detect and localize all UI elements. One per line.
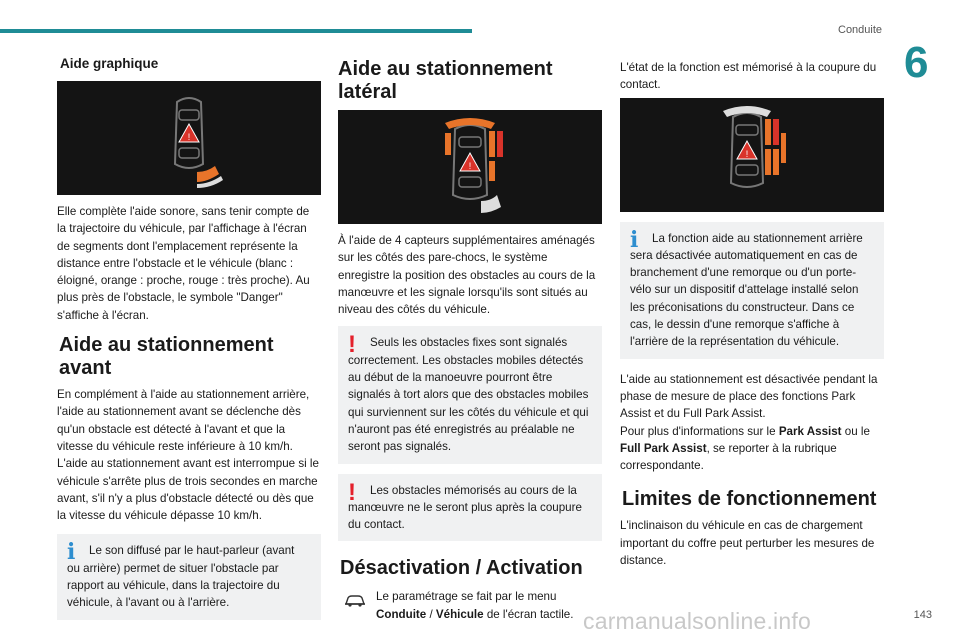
link-full-park-assist: Full Park Assist (620, 441, 707, 455)
menu-vehicule: Véhicule (435, 607, 484, 621)
more-info-text: Pour plus d'informations sur le Park Assist ou le Full Park Assist, se reporter à la rubrique correspondante. (620, 424, 870, 473)
warning-icon: ! (348, 478, 356, 506)
heading-lateral-parking: Aide au stationnement latéral (338, 58, 553, 103)
warning-box-fixed-obstacles (338, 326, 602, 463)
memo-text: L'état de la fonction est mémorisé à la coupure du contact. (620, 61, 877, 92)
watermark: carmanualsonline.info (583, 608, 811, 634)
limits-text: L'inclinaison du véhicule en cas de chargement important du coffre peut perturber les mesures de distance. (620, 519, 875, 568)
car-settings-icon (344, 594, 366, 608)
info-box-trailer (620, 222, 884, 359)
heading-graphic-aid: Aide graphique (60, 56, 159, 71)
chapter-number: 6 (904, 38, 929, 87)
graphic-aid-text: Elle complète l'aide sonore, sans tenir compte de la trajectoire du véhicule, par l'affichage à l'écran de segments dont l'emplacement représente la distance entre l'obstacle et le véhicule (blanc : éloigné, orange : proche, rouge : très proche). Au plus près de l'obstacle, le symbole "Danger" s'affiche à l'écran. (57, 205, 310, 322)
warning-box-memorised (338, 474, 602, 542)
info-rest: ou arrière) permet de situer l'obstacle par rapport au véhicule, dans la trajectoire du véhicule, à l'avant ou à l'arrière. (67, 561, 280, 610)
deactivation-text: L'aide au stationnement est désactivée pendant la phase de mesure de place des fonctions Park Assist et du Full Park Assist. (620, 372, 878, 421)
info-rest: sera désactivée automatiquement en cas de branchement d'une remorque ou d'un porte-vélo sur un dispositif d'attelage installé selon les préconisations du constructeur. Dans ce cas, le dessin d'une remorque s'affiche à l'arrière de la représentation du véhicule. (630, 248, 859, 349)
warning-icon: ! (348, 331, 356, 359)
column-3 (620, 59, 884, 569)
car-diagram-rear-segments (57, 81, 321, 195)
info-icon: i (67, 539, 76, 566)
info-first-line: Le son diffusé par le haut-parleur (avant (89, 544, 295, 558)
heading-limits: Limites de fonctionnement (622, 488, 877, 511)
info-icon: i (630, 226, 639, 253)
page-number: 143 (913, 609, 932, 621)
svg-text:!: ! (187, 132, 191, 142)
heading-front-parking: Aide au stationnement avant (59, 334, 274, 380)
info-box-speaker (57, 534, 321, 619)
lateral-text: À l'aide de 4 capteurs supplémentaires aménagés sur les côtés des pare-chocs, le système enregistre la position des obstacles au cours de la manœuvre et les signale lorsqu'ils sont situés au niveau des côtés du véhicule. (338, 234, 596, 317)
heading-deactivation: Désactivation / Activation (340, 557, 583, 580)
top-accent-bar (0, 29, 472, 33)
section-title: Conduite (838, 24, 883, 36)
menu-conduite: Conduite (376, 607, 427, 621)
car-diagram-rear-segments-2 (620, 98, 884, 212)
front-parking-text: En complément à l'aide au stationnement arrière, l'aide au stationnement avant se déclenche dès qu'un obstacle est détecté à l'avant et que la vitesse du véhicule reste inférieure à 10 km/h. L'aide au stationnement avant est interrompue si le véhicule s'arrête plus de trois secondes en marche avant, s'il n'y a plus d'obstacle détecté ou dès que la vitesse du véhicule dépasse 10 km/h. (57, 388, 319, 523)
link-park-assist: Park Assist (778, 424, 842, 438)
warn2-rest: manœuvre ne le seront plus après la coupure du contact. (348, 500, 582, 532)
warn2-first-line: Les obstacles mémorisés au cours de la (370, 483, 577, 497)
info-first-line: La fonction aide au stationnement arrière (652, 231, 863, 245)
warn1-first-line: Seuls les obstacles fixes sont signalés (370, 336, 568, 350)
svg-text:!: ! (745, 148, 749, 159)
svg-text:!: ! (468, 161, 472, 171)
settings-instruction: Le paramétrage se fait par le menu Conduite / Véhicule de l'écran tactile. (338, 588, 602, 623)
warn1-rest: correctement. Les obstacles mobiles détectés au début de la manoeuvre pourront être signalés à tort alors que des obstacles mobiles qui surviennent sur les côtés du véhicule et qui n'auront pas été enregistrés au préalable ne seront pas signalés. (348, 353, 589, 454)
column-2 (338, 58, 602, 623)
settings-line1: Le paramétrage se fait par le menu (376, 590, 557, 604)
car-diagram-lateral-segments (338, 110, 602, 224)
column-1 (57, 52, 321, 620)
